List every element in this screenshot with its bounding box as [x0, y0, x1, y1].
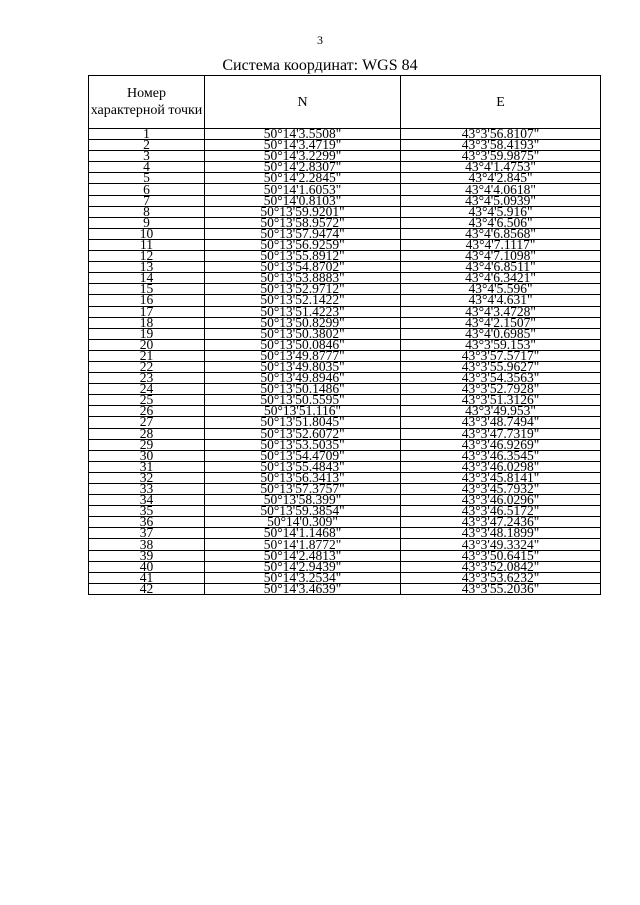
cell-point-number: 15	[89, 284, 205, 295]
cell-point-number: 28	[89, 428, 205, 439]
cell-east: 43°4'3.4728"	[401, 306, 601, 317]
cell-east: 43°4'4.631"	[401, 295, 601, 306]
cell-east: 43°3'58.4193"	[401, 140, 601, 151]
cell-north: 50°14'3.4719"	[205, 140, 401, 151]
header-north: N	[205, 76, 401, 129]
cell-north: 50°13'57.3757"	[205, 484, 401, 495]
cell-point-number: 5	[89, 173, 205, 184]
cell-north: 50°14'3.2534"	[205, 572, 401, 583]
coordinate-system-title: Система координат: WGS 84	[222, 57, 418, 74]
table-row	[89, 129, 601, 140]
table-row	[89, 239, 601, 250]
cell-east: 43°3'47.2436"	[401, 517, 601, 528]
cell-east: 43°4'5.596"	[401, 284, 601, 295]
cell-east: 43°4'0.6985"	[401, 328, 601, 339]
cell-east: 43°4'6.8568"	[401, 228, 601, 239]
cell-east: 43°3'48.1899"	[401, 528, 601, 539]
cell-point-number: 1	[89, 129, 205, 140]
table-row	[89, 262, 601, 273]
cell-point-number: 22	[89, 361, 205, 372]
cell-east: 43°4'6.8511"	[401, 262, 601, 273]
cell-north: 50°13'56.9259"	[205, 239, 401, 250]
cell-north: 50°14'0.8103"	[205, 195, 401, 206]
cell-north: 50°13'52.6072"	[205, 428, 401, 439]
table-row	[89, 395, 601, 406]
cell-point-number: 10	[89, 228, 205, 239]
table-header-row	[89, 76, 601, 129]
cell-north: 50°13'51.8045"	[205, 417, 401, 428]
cell-east: 43°4'5.916"	[401, 206, 601, 217]
table-row	[89, 162, 601, 173]
table-row	[89, 195, 601, 206]
cell-point-number: 14	[89, 273, 205, 284]
cell-point-number: 6	[89, 184, 205, 195]
table-row	[89, 350, 601, 361]
cell-east: 43°3'48.7494"	[401, 417, 601, 428]
cell-north: 50°13'58.9572"	[205, 217, 401, 228]
cell-east: 43°3'55.2036"	[401, 583, 601, 594]
table-row	[89, 428, 601, 439]
coordinates-table	[88, 75, 601, 595]
table-row	[89, 472, 601, 483]
cell-east: 43°4'5.0939"	[401, 195, 601, 206]
cell-north: 50°13'49.8777"	[205, 350, 401, 361]
cell-north: 50°13'53.8883"	[205, 273, 401, 284]
table-row	[89, 506, 601, 517]
cell-east: 43°3'47.7319"	[401, 428, 601, 439]
cell-east: 43°3'49.3324"	[401, 539, 601, 550]
cell-north: 50°14'1.1468"	[205, 528, 401, 539]
cell-east: 43°4'2.845"	[401, 173, 601, 184]
cell-north: 50°13'50.3802"	[205, 328, 401, 339]
table-row	[89, 251, 601, 262]
cell-north: 50°13'58.399"	[205, 495, 401, 506]
table-row	[89, 461, 601, 472]
cell-point-number: 36	[89, 517, 205, 528]
table-row	[89, 450, 601, 461]
table-row	[89, 273, 601, 284]
table-row	[89, 184, 601, 195]
cell-north: 50°13'50.8299"	[205, 317, 401, 328]
table-row	[89, 339, 601, 350]
header-east: E	[401, 76, 601, 129]
table-row	[89, 439, 601, 450]
cell-point-number: 20	[89, 339, 205, 350]
cell-point-number: 13	[89, 262, 205, 273]
cell-east: 43°4'1.4753"	[401, 162, 601, 173]
page-number: 3	[317, 33, 323, 47]
table-body	[89, 129, 601, 595]
cell-north: 50°13'52.9712"	[205, 284, 401, 295]
cell-point-number: 4	[89, 162, 205, 173]
cell-north: 50°14'1.6053"	[205, 184, 401, 195]
cell-point-number: 2	[89, 140, 205, 151]
cell-east: 43°3'54.3563"	[401, 373, 601, 384]
cell-north: 50°13'50.5595"	[205, 395, 401, 406]
cell-point-number: 25	[89, 395, 205, 406]
cell-point-number: 35	[89, 506, 205, 517]
cell-north: 50°13'54.8702"	[205, 262, 401, 273]
cell-point-number: 39	[89, 550, 205, 561]
table-row	[89, 228, 601, 239]
cell-east: 43°3'51.3126"	[401, 395, 601, 406]
cell-point-number: 19	[89, 328, 205, 339]
table-row	[89, 528, 601, 539]
table-row	[89, 539, 601, 550]
table-row	[89, 317, 601, 328]
cell-east: 43°3'59.153"	[401, 339, 601, 350]
cell-point-number: 12	[89, 251, 205, 262]
cell-north: 50°14'2.4813"	[205, 550, 401, 561]
cell-point-number: 30	[89, 450, 205, 461]
cell-east: 43°3'46.5172"	[401, 506, 601, 517]
cell-north: 50°14'2.8307"	[205, 162, 401, 173]
cell-point-number: 38	[89, 539, 205, 550]
cell-point-number: 37	[89, 528, 205, 539]
cell-north: 50°14'2.9439"	[205, 561, 401, 572]
cell-point-number: 16	[89, 295, 205, 306]
cell-point-number: 42	[89, 583, 205, 594]
cell-north: 50°13'49.8946"	[205, 373, 401, 384]
table-row	[89, 151, 601, 162]
table-row	[89, 328, 601, 339]
cell-north: 50°13'53.5035"	[205, 439, 401, 450]
cell-north: 50°13'59.9201"	[205, 206, 401, 217]
cell-north: 50°13'50.0846"	[205, 339, 401, 350]
cell-point-number: 9	[89, 217, 205, 228]
cell-point-number: 3	[89, 151, 205, 162]
cell-point-number: 18	[89, 317, 205, 328]
table-row	[89, 373, 601, 384]
cell-east: 43°3'46.0296"	[401, 495, 601, 506]
cell-east: 43°3'50.6415"	[401, 550, 601, 561]
table-row	[89, 583, 601, 594]
cell-east: 43°4'2.1507"	[401, 317, 601, 328]
cell-east: 43°3'56.8107"	[401, 129, 601, 140]
cell-east: 43°3'49.953"	[401, 406, 601, 417]
table-row	[89, 361, 601, 372]
cell-point-number: 21	[89, 350, 205, 361]
cell-north: 50°13'51.4223"	[205, 306, 401, 317]
cell-point-number: 29	[89, 439, 205, 450]
cell-east: 43°3'45.8141"	[401, 472, 601, 483]
cell-east: 43°3'46.0298"	[401, 461, 601, 472]
table-row	[89, 284, 601, 295]
cell-point-number: 40	[89, 561, 205, 572]
cell-east: 43°4'6.3421"	[401, 273, 601, 284]
cell-north: 50°14'3.4639"	[205, 583, 401, 594]
cell-east: 43°4'7.1117"	[401, 239, 601, 250]
table-row	[89, 306, 601, 317]
table-row	[89, 495, 601, 506]
cell-east: 43°4'6.506"	[401, 217, 601, 228]
cell-east: 43°3'52.7928"	[401, 384, 601, 395]
cell-point-number: 41	[89, 572, 205, 583]
cell-east: 43°4'7.1098"	[401, 251, 601, 262]
table-row	[89, 406, 601, 417]
cell-north: 50°13'56.3413"	[205, 472, 401, 483]
cell-east: 43°3'46.9269"	[401, 439, 601, 450]
table-row	[89, 484, 601, 495]
table-row	[89, 384, 601, 395]
table-row	[89, 550, 601, 561]
cell-point-number: 34	[89, 495, 205, 506]
table-row	[89, 295, 601, 306]
cell-north: 50°13'54.4709"	[205, 450, 401, 461]
cell-point-number: 7	[89, 195, 205, 206]
cell-north: 50°13'50.1486"	[205, 384, 401, 395]
table-row	[89, 217, 601, 228]
cell-north: 50°13'59.3854"	[205, 506, 401, 517]
cell-point-number: 17	[89, 306, 205, 317]
cell-north: 50°13'51.116"	[205, 406, 401, 417]
cell-east: 43°3'45.7932"	[401, 484, 601, 495]
cell-north: 50°14'1.8772"	[205, 539, 401, 550]
cell-point-number: 32	[89, 472, 205, 483]
cell-east: 43°4'4.0618"	[401, 184, 601, 195]
table-row	[89, 417, 601, 428]
cell-north: 50°13'57.9474"	[205, 228, 401, 239]
cell-point-number: 27	[89, 417, 205, 428]
cell-north: 50°13'55.8912"	[205, 251, 401, 262]
table-row	[89, 173, 601, 184]
cell-point-number: 31	[89, 461, 205, 472]
cell-north: 50°14'3.2299"	[205, 151, 401, 162]
cell-point-number: 23	[89, 373, 205, 384]
cell-north: 50°13'49.8035"	[205, 361, 401, 372]
cell-point-number: 8	[89, 206, 205, 217]
cell-east: 43°3'57.5717"	[401, 350, 601, 361]
table-row	[89, 517, 601, 528]
cell-north: 50°14'3.5508"	[205, 129, 401, 140]
cell-point-number: 26	[89, 406, 205, 417]
cell-east: 43°3'53.6232"	[401, 572, 601, 583]
cell-point-number: 24	[89, 384, 205, 395]
table-row	[89, 206, 601, 217]
cell-north: 50°14'0.309"	[205, 517, 401, 528]
table-row	[89, 561, 601, 572]
cell-east: 43°3'46.3545"	[401, 450, 601, 461]
cell-north: 50°13'55.4843"	[205, 461, 401, 472]
cell-north: 50°13'52.1422"	[205, 295, 401, 306]
table-row	[89, 572, 601, 583]
cell-north: 50°14'2.2845"	[205, 173, 401, 184]
cell-east: 43°3'52.0842"	[401, 561, 601, 572]
header-point-number: Номер характерной точки	[89, 76, 205, 129]
cell-east: 43°3'55.9627"	[401, 361, 601, 372]
cell-east: 43°3'59.9875"	[401, 151, 601, 162]
cell-point-number: 11	[89, 239, 205, 250]
cell-point-number: 33	[89, 484, 205, 495]
table-row	[89, 140, 601, 151]
